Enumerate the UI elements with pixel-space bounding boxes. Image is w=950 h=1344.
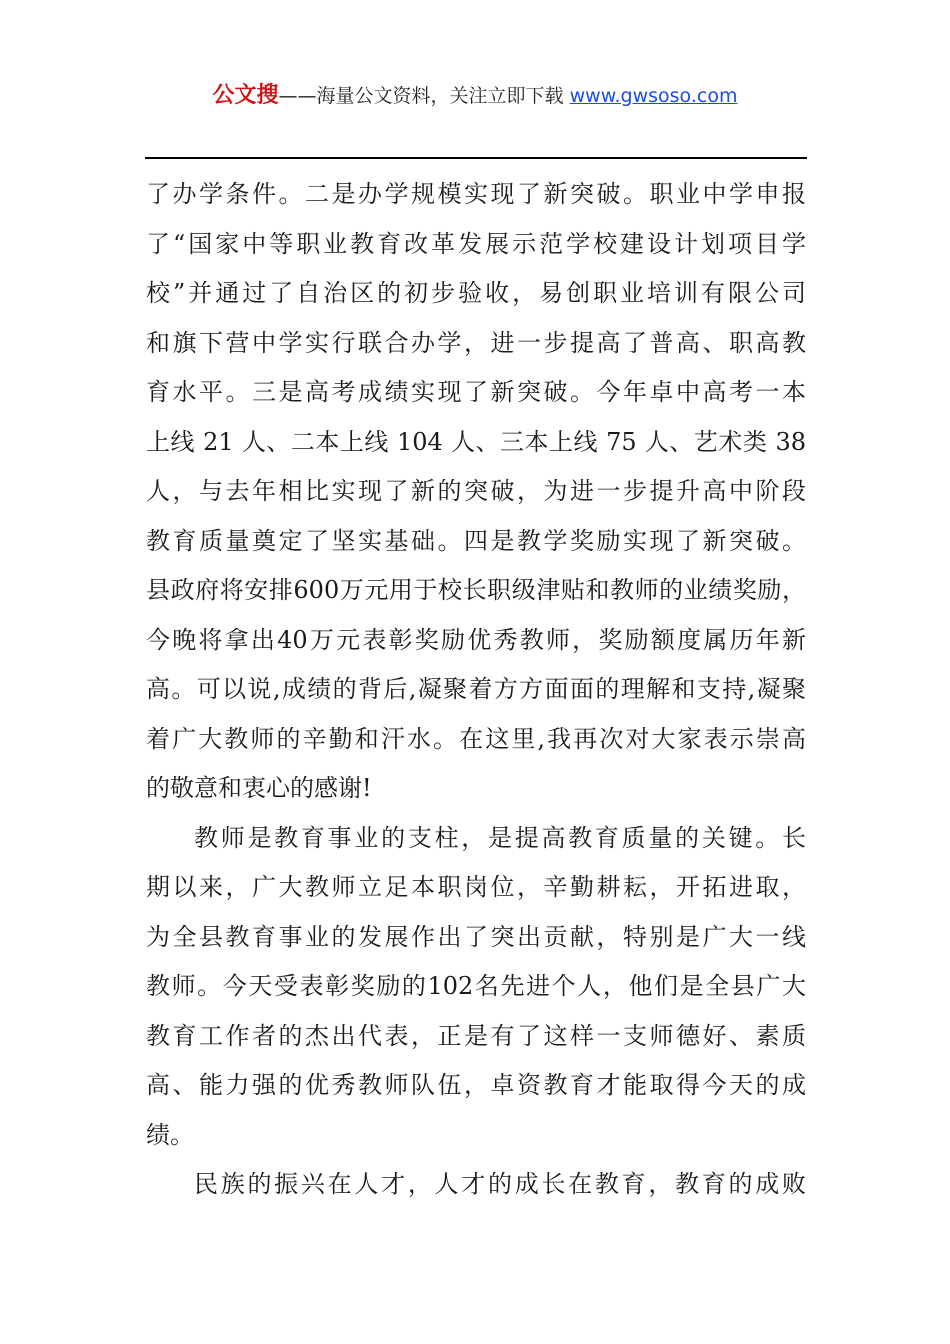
text-line: 今晚将拿出40万元表彰奖励优秀教师，奖励额度属历年新 (146, 625, 806, 654)
text-line: 校”并通过了自治区的初步验收，易创职业培训有限公司 (146, 279, 806, 307)
text-line: 教师。今天受表彰奖励的102名先进个人，他们是全县广大 (146, 972, 806, 1000)
header-divider (145, 157, 807, 159)
text-line: 绩。 (146, 1120, 194, 1149)
text-line: 了办学条件。二是办学规模实现了新突破。职业中学申报 (146, 180, 806, 208)
text-line: 教育工作者的杰出代表，正是有了这样一支师德好、素质 (146, 1021, 806, 1050)
text-line: 期以来，广大教师立足本职岗位，辛勤耕耘，开拓进取， (146, 873, 806, 901)
text-line: 高、能力强的优秀教师队伍，卓资教育才能取得今天的成 (146, 1071, 806, 1099)
text-line: 的敬意和衷心的感谢! (146, 774, 372, 802)
text-line: 和旗下营中学实行联合办学，进一步提高了普高、职高教 (146, 328, 806, 357)
page-header (0, 80, 950, 112)
text-line: 县政府将安排600万元用于校长职级津贴和教师的业绩奖励， (146, 576, 806, 604)
paragraph-start-line: 教师是教育事业的支柱，是提高教育质量的关键。长 (194, 823, 806, 852)
paragraph-start-line: 民族的振兴在人才，人才的成长在教育，教育的成败 (194, 1170, 806, 1198)
header-tagline: ——海量公文资料，关注立即下载 (278, 85, 564, 107)
brand-name: 公文搜 (212, 83, 279, 108)
text-line: 人，与去年相比实现了新的突破，为进一步提升高中阶段 (146, 477, 806, 505)
document-body (146, 170, 806, 1210)
text-line: 了“国家中等职业教育改革发展示范学校建设计划项目学 (146, 229, 806, 258)
text-line: 育水平。三是高考成绩实现了新突破。今年卓中高考一本 (146, 378, 806, 406)
text-line: 高。可以说,成绩的背后,凝聚着方方面面的理解和支持,凝聚 (146, 675, 806, 703)
text-line: 为全县教育事业的发展作出了突出贡献，特别是广大一线 (146, 922, 806, 951)
text-line: 着广大教师的辛勤和汗水。在这里,我再次对大家表示崇高 (146, 724, 806, 753)
text-line: 上线 21 人、二本上线 104 人、三本上线 75 人、艺术类 38 (146, 427, 806, 456)
text-line: 教育质量奠定了坚实基础。四是教学奖励实现了新突破。 (146, 526, 806, 555)
website-link[interactable]: www.gwsoso.com (569, 85, 738, 107)
